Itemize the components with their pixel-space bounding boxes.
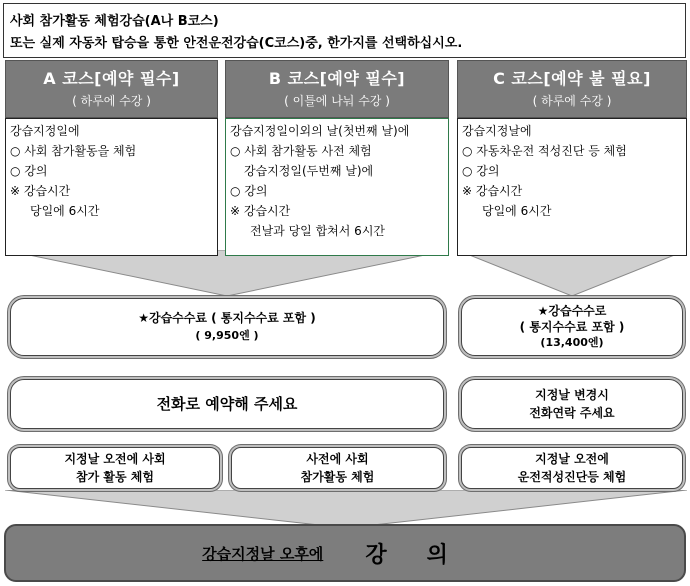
course-b-header: [225, 60, 449, 118]
course-a-line: ○ 사회 참가활동을 체험: [10, 144, 137, 158]
final-when: 강습지정날 오후에: [202, 544, 324, 563]
exp-b-box: [231, 447, 444, 489]
course-b-line: ○ 사회 참가활동 사전 체험: [230, 144, 372, 158]
course-a-subtitle: ( 하루에 수강 ): [72, 94, 151, 108]
course-a-title: A 코스[예약 필수]: [43, 69, 180, 88]
reserve-c-line-1: 지정날 변경시: [535, 388, 609, 402]
course-c-title: C 코스[예약 불 필요]: [493, 69, 651, 88]
course-c-line: ※ 강습시간: [462, 184, 523, 198]
course-b-line: 전날과 당일 합쳐서 6시간: [250, 224, 385, 238]
exp-a-line-1: 지정날 오전에 사회: [64, 452, 166, 466]
fee-ab-line-1: ★강습수수료 ( 통지수수료 포함 ): [138, 311, 316, 325]
fee-c-line-3: (13,400엔): [540, 336, 604, 349]
exp-c-line-1: 지정날 오전에: [535, 452, 609, 466]
course-b-line: ※ 강습시간: [230, 204, 291, 218]
course-a-header: [5, 60, 218, 118]
fee-c-box: [461, 298, 683, 356]
course-c-line: ○ 강의: [462, 164, 500, 178]
course-a-line: 강습지정일에: [10, 124, 80, 138]
intro-line-1: 사회 참가활동 체험강습(A나 B코스): [10, 14, 219, 29]
course-b-title: B 코스[예약 필수]: [268, 69, 406, 88]
reserve-c-box: [461, 379, 683, 429]
chevron-ab: [5, 250, 449, 298]
course-b-line: 강습지정일(두번째 날)에: [244, 164, 374, 178]
exp-b-line-1: 사전에 사회: [306, 452, 369, 466]
exp-b-line-2: 참가활동 체험: [300, 470, 375, 484]
course-b: [225, 60, 449, 256]
fee-ab-line-2: ( 9,950엔 ): [195, 329, 259, 342]
course-c: [457, 60, 687, 256]
intro-box: [3, 3, 686, 58]
intro-line-2: 또는 실제 자동차 탑승을 통한 안전운전강습(C코스)중, 한가지를 선택하십시오.: [10, 36, 463, 51]
course-c-line: 당일에 6시간: [482, 204, 552, 218]
fee-c-line-2: ( 통지수수료 포함 ): [519, 320, 625, 334]
reserve-ab-text: 전화로 예약해 주세요: [156, 395, 298, 413]
course-c-line: ○ 자동차운전 적성진단 등 체험: [462, 144, 627, 158]
exp-a-line-2: 참가 활동 체험: [76, 470, 154, 484]
reserve-c-line-2: 전화연락 주세요: [529, 406, 615, 420]
reserve-ab-box: [10, 379, 444, 429]
exp-c-line-2: 운전적성진단등 체험: [517, 470, 627, 484]
course-a-body: [5, 118, 218, 256]
course-c-body: [457, 118, 687, 256]
course-b-body: [225, 118, 449, 256]
course-c-header: [457, 60, 687, 118]
exp-c-box: [461, 447, 683, 489]
course-a-line: 당일에 6시간: [30, 204, 100, 218]
course-b-line: 강습지정일이외의 날(첫번째 날)에: [230, 124, 410, 138]
course-a-line: ※ 강습시간: [10, 184, 71, 198]
course-a: [5, 60, 218, 256]
exp-a-box: [10, 447, 220, 489]
final-lecture-bar: [4, 524, 686, 582]
course-b-subtitle: ( 이틀에 나눠 수강 ): [284, 94, 390, 108]
fee-c-line-1: ★강습수수로: [537, 304, 607, 318]
chevron-c: [457, 250, 687, 298]
fee-ab-box: [10, 298, 444, 356]
course-c-line: 강습지정날에: [462, 124, 532, 138]
course-c-subtitle: ( 하루에 수강 ): [532, 94, 612, 108]
course-a-line: ○ 강의: [10, 164, 48, 178]
course-b-line: ○ 강의: [230, 184, 268, 198]
final-what: 강의: [365, 542, 488, 568]
